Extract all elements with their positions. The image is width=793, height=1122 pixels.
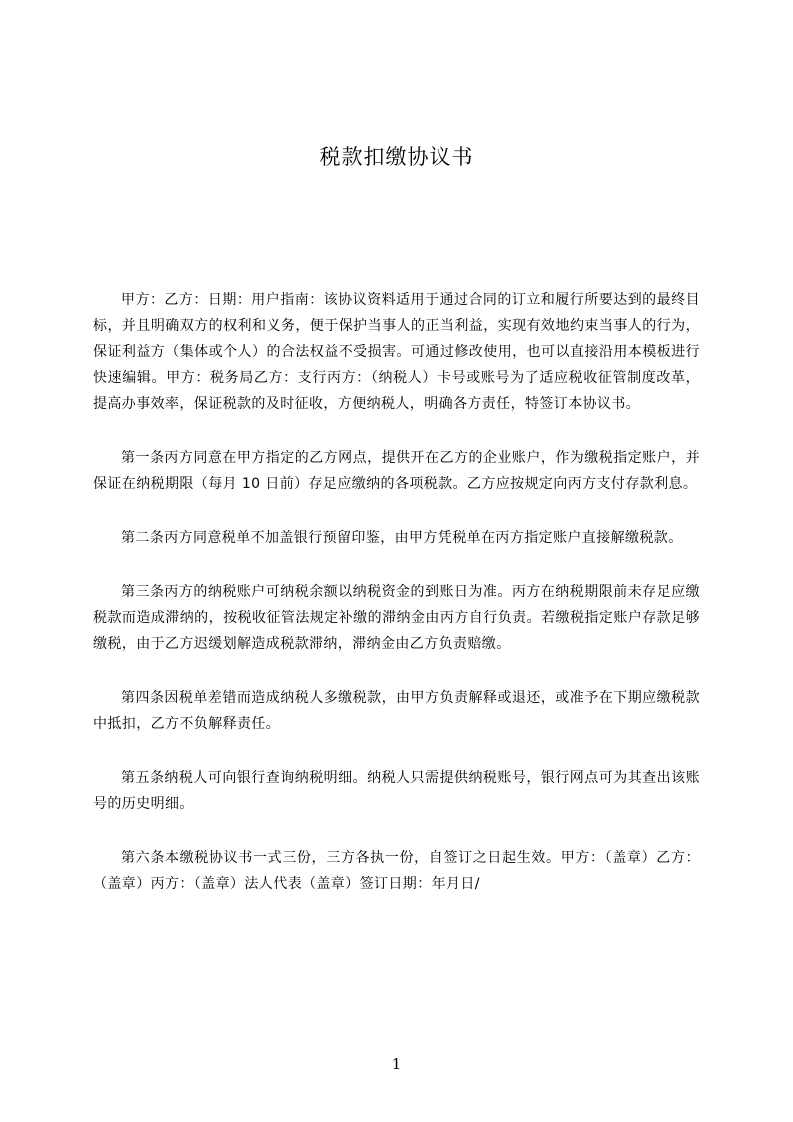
paragraph-article-6: 第六条本缴税协议书一式三份，三方各执一份，自签订之日起生效。甲方：（盖章）乙方：（盖章）丙方：（盖章）法人代表（盖章）签订日期：年月日/: [93, 850, 700, 892]
document-title: 税款扣缴协议书: [319, 145, 474, 169]
paragraph-article-5: 第五条纳税人可向银行查询纳税明细。纳税人只需提供纳税账号，银行网点可为其查出该账号的历史明细。: [93, 770, 700, 812]
paragraph-article-3: 第三条丙方的纳税账户可纳税余额以纳税资金的到账日为准。丙方在纳税期限前未存足应缴税款而造成滞纳的，按税收征管法规定补缴的滞纳金由丙方自行负责。若缴税指定账户存款足够缴税，由于乙方迟缓划解造成税款滞纳，滞纳金由乙方负责赔缴。: [93, 584, 700, 652]
paragraph-article-1: 第一条丙方同意在甲方指定的乙方网点，提供开在乙方的企业账户，作为缴税指定账户，并保证在纳税期限（每月 10 日前）存足应缴纳的各项税款。乙方应按规定向丙方支付存款利息。: [93, 450, 700, 492]
page-number: 1: [391, 1055, 402, 1073]
paragraph-article-4: 第四条因税单差错而造成纳税人多缴税款，由甲方负责解释或退还，或准予在下期应缴税款中抵扣，乙方不负解释责任。: [93, 690, 700, 732]
document-body: [93, 287, 700, 925]
paragraph-intro: 甲方：乙方：日期：用户指南：该协议资料适用于通过合同的订立和履行所要达到的最终目标，并且明确双方的权利和义务，便于保护当事人的正当利益，实现有效地约束当事人的行为，保证利益方（集体或个人）的合法权益不受损害。可通过修改使用，也可以直接沿用本模板进行快速编辑。甲方：税务局乙方：支行丙方：（纳税人）卡号或账号为了适应税收征管制度改革，提高办事效率，保证税款的及时征收，方便纳税人，明确各方责任，特签订本协议书。: [93, 292, 700, 412]
paragraph-article-2: 第二条丙方同意税单不加盖银行预留印鉴，由甲方凭税单在丙方指定账户直接解缴税款。: [121, 530, 683, 546]
